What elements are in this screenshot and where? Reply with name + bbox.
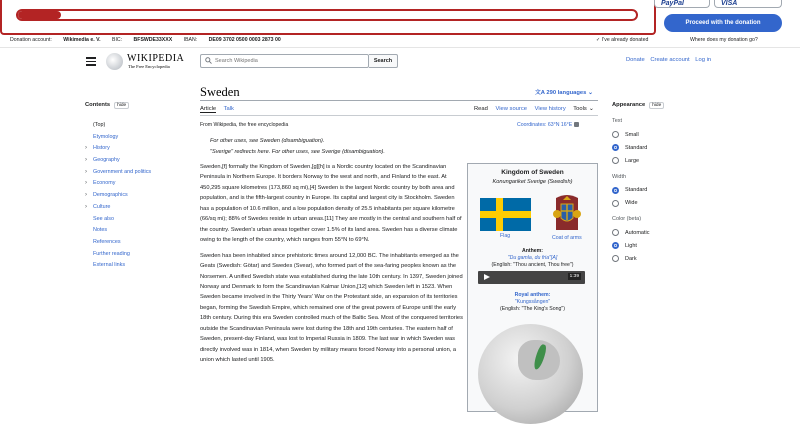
paypal-option[interactable] <box>654 0 710 8</box>
visa-option[interactable] <box>714 0 782 8</box>
color-option[interactable] <box>612 239 722 252</box>
color-option[interactable] <box>612 252 722 265</box>
anthem-label: Anthem: <box>521 248 544 254</box>
appearance-panel <box>612 102 722 266</box>
toc-item-label: Demographics <box>93 192 128 199</box>
toc-item-label: Culture <box>93 203 111 210</box>
appearance-heading: Appearance <box>612 102 646 108</box>
chevron-right-icon[interactable]: › <box>85 168 87 175</box>
text-size-options <box>612 128 722 168</box>
radio-icon[interactable] <box>612 242 619 249</box>
infobox <box>467 163 598 412</box>
radio-icon[interactable] <box>612 144 619 151</box>
royal-anthem-label[interactable]: Royal anthem: <box>514 292 551 298</box>
toc-item[interactable] <box>85 132 185 144</box>
visa-label: VISA <box>721 0 738 7</box>
tabs-divider <box>200 115 598 116</box>
toc-item-label: (Top) <box>93 122 106 128</box>
lock-icon <box>574 122 579 127</box>
meta-bic: BIC: BFSWDE33XXX <box>111 37 173 43</box>
color-label: Color (beta) <box>612 215 642 222</box>
article-body <box>200 162 463 371</box>
title-divider <box>200 100 598 101</box>
tab-talk[interactable]: Talk <box>223 106 234 112</box>
where-donation-goes-link[interactable]: Where does my donation go? <box>690 37 758 43</box>
flag-caption[interactable]: Flag <box>500 233 511 239</box>
toc-item[interactable] <box>85 237 185 249</box>
royal-anthem-english: (English: "The King's Song") <box>500 306 565 312</box>
toc-item-label: External links <box>93 262 126 269</box>
width-option[interactable] <box>612 184 722 197</box>
donation-progress-bar <box>16 9 638 21</box>
hatnote-redirect: "Sverige" redirects here. For other uses, see Sverige (disambiguation). <box>210 149 385 155</box>
toc-item[interactable] <box>85 190 185 202</box>
tab-read[interactable]: Read <box>474 106 488 112</box>
meta-account: Donation account: Wikimedia e. V. <box>10 37 101 43</box>
donate-link[interactable]: Donate <box>626 57 645 63</box>
view-tabs <box>474 106 606 112</box>
infobox-native-name: Konungariket Sverige (Swedish) <box>492 179 573 185</box>
toc-item-label: Government and politics <box>93 168 152 175</box>
main-menu-icon[interactable] <box>86 57 96 65</box>
color-option-label: Light <box>625 242 637 249</box>
radio-icon[interactable] <box>612 131 619 138</box>
location-globe-map[interactable] <box>478 324 583 424</box>
translate-icon: 文A <box>535 90 545 96</box>
proceed-donation-button[interactable]: Proceed with the donation <box>664 14 782 32</box>
radio-icon[interactable] <box>612 255 619 262</box>
width-options <box>612 184 722 210</box>
color-options <box>612 226 722 266</box>
chevron-right-icon[interactable]: › <box>85 192 87 199</box>
infobox-title: Kingdom of Sweden <box>501 169 564 176</box>
toc-item[interactable] <box>85 155 185 167</box>
already-donated-link[interactable]: ✓ I've already donated <box>596 37 649 43</box>
toc-item[interactable] <box>85 167 185 179</box>
text-size-option-label: Standard <box>625 144 648 151</box>
wikipedia-tagline: The Free Encyclopedia <box>128 64 170 69</box>
chevron-right-icon[interactable]: › <box>85 203 87 210</box>
page-title: Sweden <box>200 85 240 99</box>
chevron-right-icon[interactable]: › <box>85 180 87 187</box>
wikipedia-wordmark[interactable]: WIKIPEDIA <box>127 53 185 64</box>
toc-item-label: See also <box>93 215 114 222</box>
donation-progress-fill <box>18 11 61 19</box>
width-label: Width <box>612 173 627 180</box>
site-subtitle: From Wikipedia, the free encyclopedia <box>200 122 289 128</box>
tools-menu[interactable] <box>573 106 599 112</box>
toc-item-label: Further reading <box>93 250 130 257</box>
toc-item[interactable] <box>85 260 185 272</box>
color-option-label: Dark <box>625 255 637 262</box>
radio-icon[interactable] <box>612 157 619 164</box>
toc-header <box>85 102 185 112</box>
meta-iban: IBAN: DE09 3702 0500 0003 2873 00 <box>183 37 281 43</box>
chevron-down-icon: ⌄ <box>587 90 593 96</box>
text-size-option-label: Small <box>625 131 639 138</box>
toc-item-label: Geography <box>93 157 120 164</box>
appearance-header <box>612 102 722 112</box>
width-option[interactable] <box>612 197 722 210</box>
donation-banner <box>0 0 800 48</box>
language-button[interactable] <box>535 87 593 96</box>
hatnote-disambiguation: For other uses, see Sweden (disambiguation). <box>210 138 325 144</box>
text-size-option[interactable] <box>612 141 722 154</box>
width-option-label: Wide <box>625 200 638 207</box>
color-option[interactable] <box>612 226 722 239</box>
toc-item-label: Economy <box>93 180 116 187</box>
language-count: 290 languages <box>546 90 587 96</box>
radio-icon[interactable] <box>612 187 619 194</box>
text-size-label: Text <box>612 118 623 124</box>
log-in-link[interactable]: Log in <box>695 57 712 63</box>
play-icon[interactable] <box>484 274 490 280</box>
chevron-right-icon[interactable]: › <box>85 157 87 164</box>
donation-account-info <box>10 37 291 43</box>
text-size-option[interactable] <box>612 154 722 167</box>
anthem-name[interactable]: "Du gamla, du fria"[A] <box>507 255 558 261</box>
create-account-link[interactable]: Create account <box>650 57 690 63</box>
toc-list <box>85 120 185 272</box>
coat-of-arms-image[interactable] <box>550 194 584 234</box>
radio-icon[interactable] <box>612 200 619 207</box>
anthem-section <box>468 248 597 269</box>
anthem-english: (English: "Thou ancient, Thou free") <box>491 262 574 268</box>
tab-view-history[interactable]: View history <box>534 106 566 112</box>
toc-item[interactable] <box>85 225 185 237</box>
tab-article[interactable]: Article <box>200 106 217 112</box>
flag-image[interactable] <box>480 198 531 231</box>
toc-heading: Contents <box>85 102 111 108</box>
coordinates[interactable] <box>517 122 579 128</box>
toc-item[interactable] <box>85 202 185 214</box>
anthem-audio-player <box>478 271 585 284</box>
toc-item[interactable] <box>85 178 185 190</box>
tools-label: Tools <box>573 106 587 112</box>
toc-item[interactable] <box>85 143 185 155</box>
toc-item[interactable] <box>85 249 185 261</box>
coat-of-arms-caption[interactable]: Coat of arms <box>552 235 582 241</box>
search-button[interactable]: Search <box>369 54 398 68</box>
wikipedia-globe-logo[interactable] <box>106 53 123 70</box>
royal-anthem-name[interactable]: "Kungssången" <box>514 299 551 305</box>
lead-paragraph-2: Sweden has been inhabited since prehistoric times around 12,000 BC. The inhabitants emerged as the Geats (Swedish: Götar) and Swedes (Svear), who formed part of the sea-faring peoples known as the Norsemen. A unified Swedish state was established during the late 10th century. In 1397, Sweden joined Norway and Denmark to form the Scandinavian Kalmar Union,[12] which Sweden left in 1523. When Sweden became involved in the Thirty Years' War on the Protestant side, an expansion of its territories began, forming the Swedish Empire, which remained one of the great powers of Europe until the early 18th century. During this era Sweden controlled much of the Baltic Sea. Most of the conquered territories outside the Scandinavian Peninsula were lost during the 18th and 19th centuries. The eastern half of Sweden, present-day Finland, was lost to Imperial Russia in 1809. The last war in which Sweden was directly involved was in 1814, when Sweden by military means forced Norway into a personal union, a union which lasted until 1905. <box>200 252 463 364</box>
toc-item[interactable] <box>85 214 185 226</box>
toc-item[interactable] <box>85 120 185 132</box>
search-icon <box>205 57 212 64</box>
toc-item-label: History <box>93 145 110 152</box>
lead-paragraph-1: Sweden,[f] formally the Kingdom of Sweden,[g][h] is a Nordic country located on the Scandinavian Peninsula in Northern Europe. It borders Norway to the west and north, and Finland to the east. At 450,295 square kilometres (173,860 sq mi),[4] Sweden is the largest Nordic country by both area and population, and is the fifth-largest country in Europe. Its capital and largest city is Stockholm. Sweden has a population of 10.6 million, and a low population density of 25.5 inhabitants per square kilometre (66/sq mi); 88% of Swedes reside in urban areas.[11] They are mostly in the central and southern half of the country. Sweden's urban areas together cover 1.5% of its land area. Sweden has a diverse climate owing to the length of the country, which ranges from 55°N to 69°N. <box>200 164 462 244</box>
appearance-hide-button[interactable]: hide <box>649 102 664 109</box>
color-option-label: Automatic <box>625 229 650 236</box>
namespace-tabs <box>200 106 234 112</box>
text-size-option[interactable] <box>612 128 722 141</box>
tab-view-source[interactable]: View source <box>495 106 527 112</box>
width-option-label: Standard <box>625 187 648 194</box>
toc-hide-button[interactable]: hide <box>114 102 129 109</box>
search-input[interactable] <box>215 55 365 67</box>
table-of-contents <box>85 102 185 272</box>
toc-item-label: Notes <box>93 227 108 234</box>
toc-item-label: References <box>93 238 121 245</box>
chevron-right-icon[interactable]: › <box>85 145 87 152</box>
user-links <box>626 57 715 63</box>
royal-anthem-section <box>468 292 597 313</box>
coordinates-link[interactable]: Coordinates: 63°N 16°E <box>517 122 573 128</box>
audio-duration: 1:39 <box>569 274 579 279</box>
text-size-option-label: Large <box>625 157 640 164</box>
chevron-down-icon: ⌄ <box>588 106 594 112</box>
radio-icon[interactable] <box>612 229 619 236</box>
toc-item-label: Etymology <box>93 133 119 140</box>
paypal-label: PayPal <box>661 0 684 7</box>
